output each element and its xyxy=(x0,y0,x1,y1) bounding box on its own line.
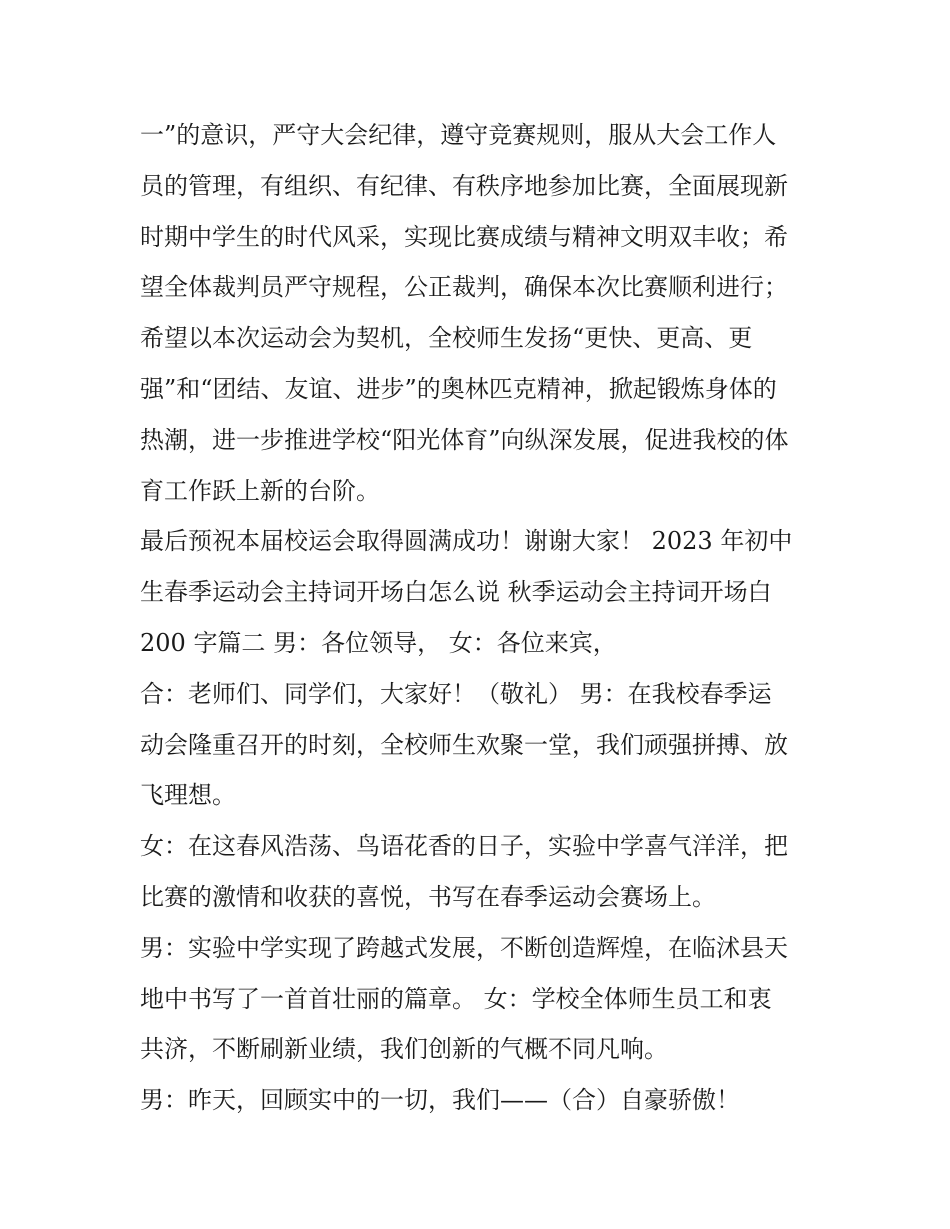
text-line: 比赛的激情和收获的喜悦，书写在春季运动会赛场上。 xyxy=(140,882,716,911)
text-line: 男：昨天，回顾实中的一切，我们——（合）自豪骄傲！ xyxy=(140,1086,740,1115)
text-line: 共济，不断刷新业绩，我们创新的气概不同凡响。 xyxy=(140,1035,668,1064)
document-body xyxy=(140,110,820,1126)
text-line: 时期中学生的时代风采，实现比赛成绩与精神文明双丰收；希 xyxy=(140,222,788,251)
text-line: 希望以本次运动会为契机，全校师生发扬“更快、更高、更 xyxy=(140,324,753,353)
text-line: 合：老师们、同学们，大家好！（敬礼） 男：在我校春季运 xyxy=(140,679,772,708)
text-line: 望全体裁判员严守规程，公正裁判，确保本次比赛顺利进行； xyxy=(140,273,788,302)
text-line: 热潮，进一步推进学校“阳光体育”向纵深发展，促进我校的体 xyxy=(140,425,789,454)
text-line: 一”的意识，严守大会纪律，遵守竞赛规则，服从大会工作人 xyxy=(140,121,777,149)
text-line: 强”和“团结、友谊、进步”的奥林匹克精神，掀起锻炼身体的 xyxy=(140,374,777,403)
text-line: 生春季运动会主持词开场白怎么说 秋季运动会主持词开场白 xyxy=(140,578,772,607)
text-line: 200 字篇二 男：各位领导， 女：各位来宾， xyxy=(140,628,617,657)
text-line: 动会隆重召开的时刻，全校师生欢聚一堂，我们顽强拼搏、放 xyxy=(140,730,788,759)
text-line: 员的管理，有组织、有纪律、有秩序地参加比赛，全面展现新 xyxy=(140,171,788,200)
text-line: 最后预祝本届校运会取得圆满成功！谢谢大家！ 2023 年初中 xyxy=(140,527,793,556)
text-line: 女：在这春风浩荡、鸟语花香的日子，实验中学喜气洋洋，把 xyxy=(140,832,788,861)
text-line: 地中书写了一首首壮丽的篇章。 女：学校全体师生员工和衷 xyxy=(140,984,772,1013)
text-line: 男：实验中学实现了跨越式发展，不断创造辉煌，在临沭县天 xyxy=(140,933,788,962)
text-line: 育工作跃上新的台阶。 xyxy=(140,476,380,505)
text-line: 飞理想。 xyxy=(140,781,236,810)
